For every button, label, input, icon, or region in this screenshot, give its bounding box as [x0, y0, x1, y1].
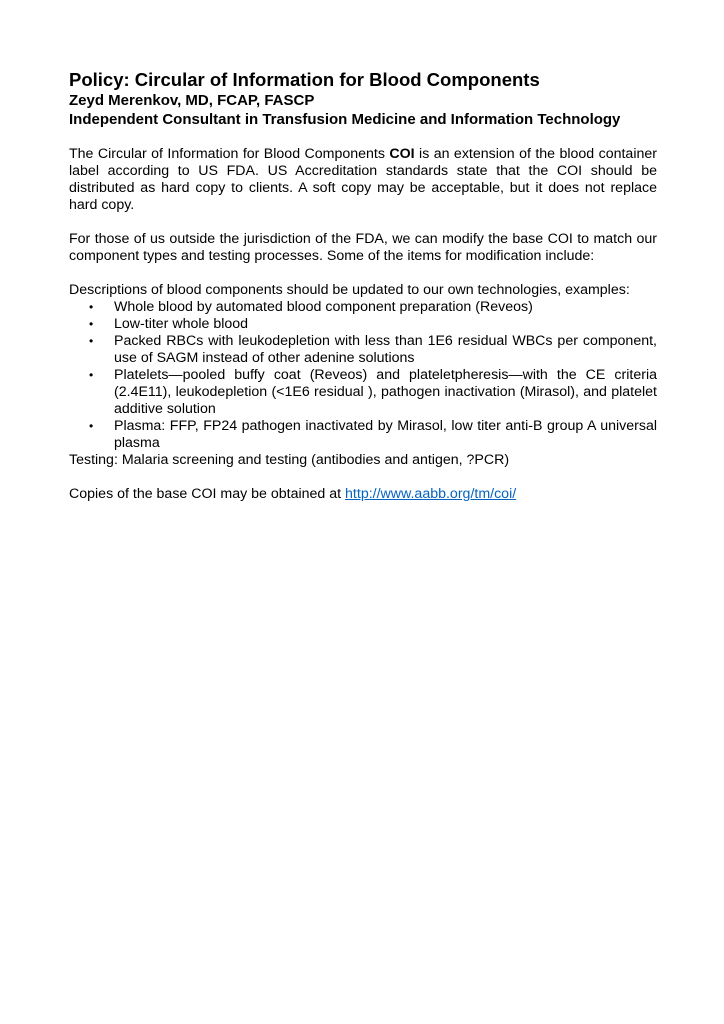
affiliation-line: Independent Consultant in Transfusion Medicine and Information Technology [69, 111, 621, 128]
list-item [69, 316, 657, 333]
bullet-icon: • [89, 334, 94, 348]
coi-bold-term: COI [389, 146, 415, 162]
author-line: Zeyd Merenkov, MD, FCAP, FASCP [69, 92, 315, 109]
list-item [69, 299, 657, 316]
bullet-icon: • [89, 317, 94, 331]
list-item [69, 418, 657, 452]
list-item-text: Low-titer whole blood [114, 316, 249, 332]
copies-paragraph [69, 486, 657, 503]
document-page [69, 69, 657, 503]
copies-text: Copies of the base COI may be obtained at [69, 486, 346, 502]
document-title: Policy: Circular of Information for Blood Components [69, 69, 540, 90]
list-item [69, 333, 657, 367]
list-item [69, 367, 657, 418]
intro-text-end: is an extension of the blood container label according to US FDA. US Accreditation standards state that the COI should be distributed as hard copy to clients. A soft copy may be acceptable, but it does not replace hard copy. [69, 146, 657, 213]
bullet-icon: • [89, 419, 94, 433]
jurisdiction-paragraph: For those of us outside the jurisdiction of the FDA, we can modify the base COI to match our component types and testing processes. Some of the items for modification include: [69, 231, 657, 264]
bullet-icon: • [89, 368, 94, 382]
list-item-text: Packed RBCs with leukodepletion with less than 1E6 residual WBCs per component, use of SAGM instead of other adenine solutions [114, 333, 657, 366]
aabb-coi-link[interactable]: http://www.aabb.org/tm/coi/ [345, 486, 517, 502]
list-item-text: Plasma: FFP, FP24 pathogen inactivated by Mirasol, low titer anti-B group A universal plasma [114, 418, 657, 451]
component-list [69, 299, 657, 452]
descriptions-lead: Descriptions of blood components should be updated to our own technologies, examples: [69, 282, 630, 298]
bullet-icon: • [89, 300, 94, 314]
list-item-text: Whole blood by automated blood component preparation (Reveos) [114, 299, 533, 315]
list-item-text: Platelets—pooled buffy coat (Reveos) and plateletpheresis—with the CE criteria (2.4E11), leukodepletion (<1E6 residual ), pathogen inactivation (Mirasol), and platelet additive solution [114, 367, 657, 417]
testing-line: Testing: Malaria screening and testing (antibodies and antigen, ?PCR) [69, 452, 510, 468]
intro-text-start: The Circular of Information for Blood Components [69, 146, 390, 162]
intro-paragraph [69, 146, 657, 214]
